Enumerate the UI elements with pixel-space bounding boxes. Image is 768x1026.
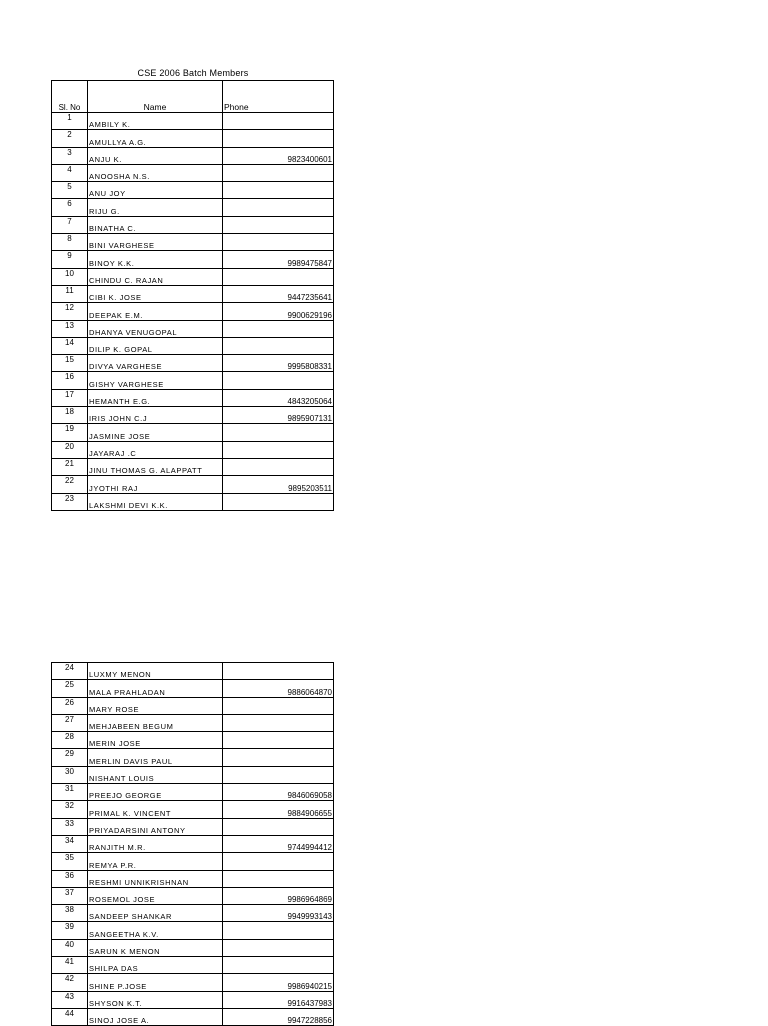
phone-cell: 4843205064 bbox=[223, 389, 334, 406]
phone-cell bbox=[223, 853, 334, 870]
name-cell: LUXMY MENON bbox=[88, 663, 223, 680]
table-row bbox=[52, 853, 334, 870]
phone-cell: 9986940215 bbox=[223, 974, 334, 991]
table-row bbox=[52, 835, 334, 852]
sl-cell: 25 bbox=[52, 680, 88, 697]
name-cell: IRIS JOHN C.J bbox=[88, 407, 223, 424]
name-cell: MERLIN DAVIS PAUL bbox=[88, 749, 223, 766]
sl-cell: 20 bbox=[52, 441, 88, 458]
phone-cell: 9995808331 bbox=[223, 355, 334, 372]
name-cell: ANOOSHA N.S. bbox=[88, 164, 223, 181]
phone-cell bbox=[223, 372, 334, 389]
table-row bbox=[52, 939, 334, 956]
table-row bbox=[52, 697, 334, 714]
table-header-row bbox=[52, 81, 334, 113]
phone-cell bbox=[223, 199, 334, 216]
members-table-page1 bbox=[51, 80, 334, 511]
phone-cell: 9447235641 bbox=[223, 285, 334, 302]
phone-cell bbox=[223, 337, 334, 354]
sl-cell: 40 bbox=[52, 939, 88, 956]
table-row bbox=[52, 663, 334, 680]
sl-cell: 6 bbox=[52, 199, 88, 216]
table-row bbox=[52, 389, 334, 406]
table-row bbox=[52, 268, 334, 285]
sl-cell: 12 bbox=[52, 303, 88, 320]
name-cell: SANGEETHA K.V. bbox=[88, 922, 223, 939]
table-row bbox=[52, 493, 334, 510]
sl-cell: 43 bbox=[52, 991, 88, 1008]
name-cell: JASMINE JOSE bbox=[88, 424, 223, 441]
phone-cell bbox=[223, 818, 334, 835]
name-cell: DEEPAK E.M. bbox=[88, 303, 223, 320]
phone-cell bbox=[223, 182, 334, 199]
sl-cell: 39 bbox=[52, 922, 88, 939]
sl-cell: 31 bbox=[52, 784, 88, 801]
sl-cell: 42 bbox=[52, 974, 88, 991]
phone-cell bbox=[223, 216, 334, 233]
name-cell: PRIMAL K. VINCENT bbox=[88, 801, 223, 818]
table-row bbox=[52, 732, 334, 749]
name-cell: CHINDU C. RAJAN bbox=[88, 268, 223, 285]
name-cell: MERIN JOSE bbox=[88, 732, 223, 749]
sl-cell: 2 bbox=[52, 130, 88, 147]
table-row bbox=[52, 355, 334, 372]
name-cell: BINATHA C. bbox=[88, 216, 223, 233]
sl-cell: 26 bbox=[52, 697, 88, 714]
name-cell: RIJU G. bbox=[88, 199, 223, 216]
name-cell: LAKSHMI DEVI K.K. bbox=[88, 493, 223, 510]
phone-cell bbox=[223, 234, 334, 251]
name-cell: AMBILY K. bbox=[88, 113, 223, 130]
table-row bbox=[52, 870, 334, 887]
phone-cell: 9886064870 bbox=[223, 680, 334, 697]
name-cell: ROSEMOL JOSE bbox=[88, 887, 223, 904]
sl-cell: 19 bbox=[52, 424, 88, 441]
phone-cell: 9884906655 bbox=[223, 801, 334, 818]
name-cell: SINOJ JOSE A. bbox=[88, 1008, 223, 1025]
sl-cell: 38 bbox=[52, 905, 88, 922]
header-name: Name bbox=[88, 81, 223, 113]
table-row bbox=[52, 957, 334, 974]
table-row bbox=[52, 182, 334, 199]
header-sl-no: Sl. No bbox=[52, 81, 88, 113]
sl-cell: 27 bbox=[52, 714, 88, 731]
phone-cell bbox=[223, 714, 334, 731]
sl-cell: 33 bbox=[52, 818, 88, 835]
phone-cell: 9895203511 bbox=[223, 476, 334, 493]
sl-cell: 35 bbox=[52, 853, 88, 870]
table-row bbox=[52, 818, 334, 835]
sl-cell: 1 bbox=[52, 113, 88, 130]
phone-cell: 9949993143 bbox=[223, 905, 334, 922]
table-row bbox=[52, 922, 334, 939]
phone-cell bbox=[223, 458, 334, 475]
phone-cell: 9916437983 bbox=[223, 991, 334, 1008]
sl-cell: 7 bbox=[52, 216, 88, 233]
phone-cell: 9846069058 bbox=[223, 784, 334, 801]
sl-cell: 14 bbox=[52, 337, 88, 354]
sl-cell: 11 bbox=[52, 285, 88, 302]
name-cell: SANDEEP SHANKAR bbox=[88, 905, 223, 922]
phone-cell bbox=[223, 424, 334, 441]
table-row bbox=[52, 424, 334, 441]
phone-cell bbox=[223, 697, 334, 714]
name-cell: HEMANTH E.G. bbox=[88, 389, 223, 406]
table-row bbox=[52, 905, 334, 922]
phone-cell bbox=[223, 939, 334, 956]
table-row bbox=[52, 407, 334, 424]
name-cell: AMULLYA A.G. bbox=[88, 130, 223, 147]
sl-cell: 32 bbox=[52, 801, 88, 818]
name-cell: DIVYA VARGHESE bbox=[88, 355, 223, 372]
phone-cell bbox=[223, 268, 334, 285]
table-row bbox=[52, 749, 334, 766]
name-cell: DILIP K. GOPAL bbox=[88, 337, 223, 354]
table-row bbox=[52, 130, 334, 147]
sl-cell: 9 bbox=[52, 251, 88, 268]
name-cell: ANJU K. bbox=[88, 147, 223, 164]
table-row bbox=[52, 766, 334, 783]
sl-cell: 10 bbox=[52, 268, 88, 285]
table-row bbox=[52, 458, 334, 475]
table-row bbox=[52, 441, 334, 458]
table-row bbox=[52, 147, 334, 164]
phone-cell bbox=[223, 732, 334, 749]
table-row bbox=[52, 991, 334, 1008]
name-cell: REMYA P.R. bbox=[88, 853, 223, 870]
name-cell: SARUN K MENON bbox=[88, 939, 223, 956]
sl-cell: 21 bbox=[52, 458, 88, 475]
phone-cell: 9986964869 bbox=[223, 887, 334, 904]
name-cell: RESHMI UNNIKRISHNAN bbox=[88, 870, 223, 887]
name-cell: JINU THOMAS G. ALAPPATT bbox=[88, 458, 223, 475]
sl-cell: 18 bbox=[52, 407, 88, 424]
members-table-page2 bbox=[51, 662, 334, 1026]
phone-cell bbox=[223, 113, 334, 130]
sl-cell: 4 bbox=[52, 164, 88, 181]
phone-cell: 9900629196 bbox=[223, 303, 334, 320]
sl-cell: 44 bbox=[52, 1008, 88, 1025]
name-cell: CIBI K. JOSE bbox=[88, 285, 223, 302]
phone-cell: 9823400601 bbox=[223, 147, 334, 164]
sl-cell: 23 bbox=[52, 493, 88, 510]
name-cell: PRIYADARSINI ANTONY bbox=[88, 818, 223, 835]
sl-cell: 22 bbox=[52, 476, 88, 493]
phone-cell: 9947228856 bbox=[223, 1008, 334, 1025]
name-cell: SHYSON K.T. bbox=[88, 991, 223, 1008]
name-cell: SHILPA DAS bbox=[88, 957, 223, 974]
phone-cell bbox=[223, 922, 334, 939]
table-row bbox=[52, 476, 334, 493]
phone-cell bbox=[223, 957, 334, 974]
name-cell: ANU JOY bbox=[88, 182, 223, 199]
phone-cell: 9989475847 bbox=[223, 251, 334, 268]
table-row bbox=[52, 714, 334, 731]
sl-cell: 8 bbox=[52, 234, 88, 251]
phone-cell bbox=[223, 749, 334, 766]
table-row bbox=[52, 234, 334, 251]
phone-cell bbox=[223, 164, 334, 181]
sl-cell: 37 bbox=[52, 887, 88, 904]
sl-cell: 30 bbox=[52, 766, 88, 783]
sl-cell: 24 bbox=[52, 663, 88, 680]
table-row bbox=[52, 974, 334, 991]
phone-cell bbox=[223, 441, 334, 458]
sl-cell: 5 bbox=[52, 182, 88, 199]
sl-cell: 34 bbox=[52, 835, 88, 852]
phone-cell bbox=[223, 870, 334, 887]
table-row bbox=[52, 784, 334, 801]
phone-cell: 9744994412 bbox=[223, 835, 334, 852]
name-cell: NISHANT LOUIS bbox=[88, 766, 223, 783]
table-row bbox=[52, 887, 334, 904]
document-title: CSE 2006 Batch Members bbox=[137, 68, 249, 78]
name-cell: BINI VARGHESE bbox=[88, 234, 223, 251]
sl-cell: 41 bbox=[52, 957, 88, 974]
table-row bbox=[52, 216, 334, 233]
name-cell: GISHY VARGHESE bbox=[88, 372, 223, 389]
name-cell: JYOTHI RAJ bbox=[88, 476, 223, 493]
name-cell: RANJITH M.R. bbox=[88, 835, 223, 852]
table-row bbox=[52, 320, 334, 337]
phone-cell bbox=[223, 766, 334, 783]
sl-cell: 29 bbox=[52, 749, 88, 766]
phone-cell bbox=[223, 663, 334, 680]
sl-cell: 3 bbox=[52, 147, 88, 164]
table-row bbox=[52, 372, 334, 389]
table-row bbox=[52, 199, 334, 216]
table-row bbox=[52, 164, 334, 181]
phone-cell bbox=[223, 493, 334, 510]
name-cell: DHANYA VENUGOPAL bbox=[88, 320, 223, 337]
table-row bbox=[52, 303, 334, 320]
table-row bbox=[52, 680, 334, 697]
name-cell: SHINE P.JOSE bbox=[88, 974, 223, 991]
header-phone: Phone bbox=[223, 81, 334, 113]
sl-cell: 28 bbox=[52, 732, 88, 749]
name-cell: PREEJO GEORGE bbox=[88, 784, 223, 801]
phone-cell: 9895907131 bbox=[223, 407, 334, 424]
phone-cell bbox=[223, 320, 334, 337]
sl-cell: 15 bbox=[52, 355, 88, 372]
phone-cell bbox=[223, 130, 334, 147]
name-cell: MALA PRAHLADAN bbox=[88, 680, 223, 697]
sl-cell: 17 bbox=[52, 389, 88, 406]
table-row bbox=[52, 285, 334, 302]
table-row bbox=[52, 1008, 334, 1025]
table-row bbox=[52, 113, 334, 130]
table-row bbox=[52, 251, 334, 268]
name-cell: MARY ROSE bbox=[88, 697, 223, 714]
name-cell: MEHJABEEN BEGUM bbox=[88, 714, 223, 731]
sl-cell: 36 bbox=[52, 870, 88, 887]
name-cell: BINOY K.K. bbox=[88, 251, 223, 268]
name-cell: JAYARAJ .C bbox=[88, 441, 223, 458]
sl-cell: 16 bbox=[52, 372, 88, 389]
table-row bbox=[52, 337, 334, 354]
table-row bbox=[52, 801, 334, 818]
sl-cell: 13 bbox=[52, 320, 88, 337]
